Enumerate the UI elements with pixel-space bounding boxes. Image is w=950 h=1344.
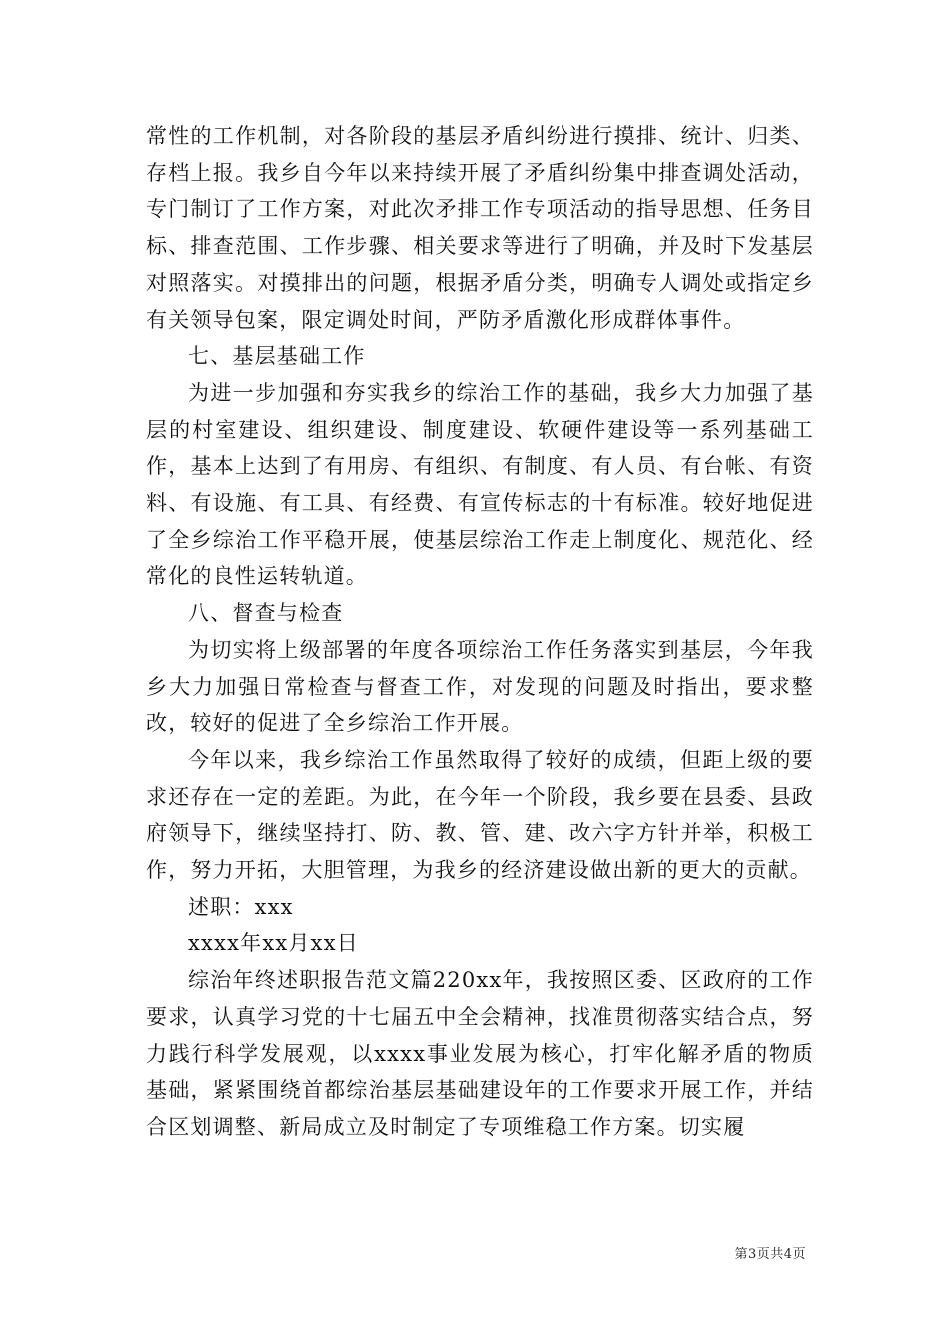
signature-line: 述职：xxx bbox=[188, 894, 294, 919]
paragraph-report-2: 综治年终述职报告范文篇220xx年，我按照区委、区政府的工作要求，认真学习党的十七届五中全会精神，找准贯彻落实结合点，努力践行科学发展观，以xxxx事业发展为核心，打牢化解矛盾的物质基础，紧紧围绕首都综治基层基础建设年的工作要求开展工作，并结合区划调整、新局成立及时制定了专项维稳工作方案。切实履 bbox=[146, 968, 814, 1139]
page-number-footer: 第3页共4页 bbox=[734, 1247, 806, 1262]
paragraph-grassroots-foundation: 为进一步加强和夯实我乡的综治工作的基础，我乡大力加强了基层的村室建设、组织建设、制度建设、软硬件建设等一系列基础工作，基本上达到了有用房、有组织、有制度、有人员、有台帐、有资料、有设施、有工具、有经费、有宣传标志的十有标准。较好地促进了全乡综治工作平稳开展，使基层综治工作走上制度化、规范化、经常化的良性运转轨道。 bbox=[146, 380, 814, 589]
section-heading-8: 八、督查与检查 bbox=[188, 601, 344, 626]
paragraph-supervision: 为切实将上级部署的年度各项综治工作任务落实到基层，今年我乡大力加强日常检查与督查工作，对发现的问题及时指出，要求整改，较好的促进了全乡综治工作开展。 bbox=[146, 637, 814, 736]
paragraph-continuation: 常性的工作机制，对各阶段的基层矛盾纠纷进行摸排、统计、归类、存档上报。我乡自今年以来持续开展了矛盾纠纷集中排查调处活动，专门制订了工作方案，对此次矛排工作专项活动的指导思想、任务目标、排查范围、工作步骤、相关要求等进行了明确，并及时下发基层对照落实。对摸排出的问题，根据矛盾分类，明确专人调处或指定乡有关领导包案，限定调处时间，严防矛盾激化形成群体事件。 bbox=[146, 124, 814, 332]
paragraph-summary: 今年以来，我乡综治工作虽然取得了较好的成绩，但距上级的要求还存在一定的差距。为此，在今年一个阶段，我乡要在县委、县政府领导下，继续坚持打、防、教、管、建、改六字方针并举，积极工作，努力开拓，大胆管理，为我乡的经济建设做出新的更大的贡献。 bbox=[146, 747, 814, 883]
section-heading-7: 七、基层基础工作 bbox=[188, 344, 366, 369]
document-body bbox=[146, 118, 814, 1146]
date-line: xxxx年xx月xx日 bbox=[188, 931, 359, 956]
